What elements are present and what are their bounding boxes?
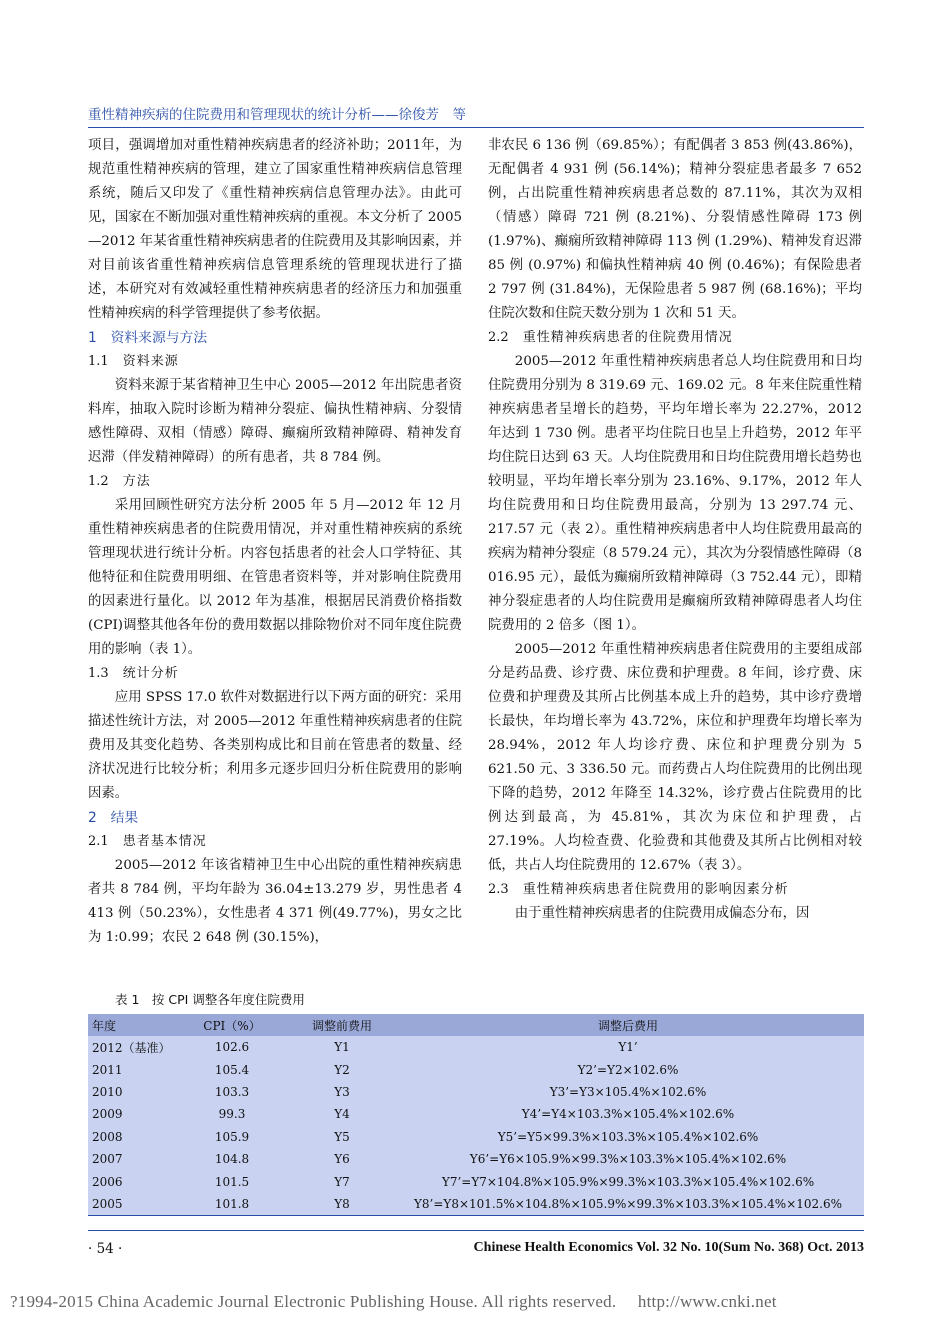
section-2-3-heading [488, 878, 862, 902]
journal-citation: Chinese Health Economics Vol. 32 No. 10(Sum No. 368) Oct. 2013 [473, 1240, 864, 1255]
section-2-heading: 2 结果 [88, 810, 139, 826]
cell-cpi: 99.3 [218, 1107, 246, 1122]
cell-before: Y3 [334, 1084, 350, 1099]
table-1-caption: 表 1 按 CPI 调整各年度住院费用 [115, 992, 305, 1007]
section-title: 资料来源 [122, 354, 179, 369]
section-2-2-paragraph-1: 2005—2012 年重性精神疾病患者总人均住院费用和日均住院费用分别为 8 319.69 元、169.02 元。8 年来住院重性精神疾病患者呈增长的趋势，平均年增长率为 22.27%，2012 年达到 1 730 例。患者平均住院日也呈上升趋势，2012 年平均住院日达到 63 天。人均住院费用和日均住院费用增长趋势也较明显，平均年增长率分别为 23.16%、9.17%，2012 年人均住院费用和日均住院费用最高，分别为 13 297.74 元、217.57 元（表 2）。重性精神疾病患者中人均住院费用最高的疾病为精神分裂症（8 579.24 元），其次为分裂情感性障碍（8 016.95 元），最低为癫痫所致精神障碍（3 752.44 元），即精神分裂症患者的人均住院费用是癫痫所致精神障碍患者人均住院费用的 2 倍多（图 1）。 [488, 354, 862, 633]
section-title: 重性精神疾病患者住院费用的影响因素分析 [522, 882, 789, 897]
column-header-after: 调整后费用 [597, 1018, 658, 1033]
column-header-before: 调整前费用 [311, 1018, 372, 1033]
section-title: 统计分析 [122, 666, 179, 681]
section-1-1-paragraph: 资料来源于某省精神卫生中心 2005—2012 年出院患者资料库，抽取入院时诊断为精神分裂症、偏执性精神病、分裂情感性障碍、双相（情感）障碍、癫痫所致精神障碍、精神发育迟滞（伴发精神障碍）的所有患者，共 8 784 例。 [88, 378, 462, 465]
cell-cpi: 101.5 [214, 1174, 250, 1189]
left-column [88, 134, 462, 950]
table-row [88, 1081, 864, 1103]
section-2-2-paragraph-2: 2005—2012 年重性精神疾病患者住院费用的主要组成部分是药品费、诊疗费、床位费和护理费。8 年间，诊疗费、床位费和护理费及其所占比例基本成上升的趋势，其中诊疗费增长最快，年均增长率为 43.72%，床位和护理费年均增长率为 28.94%，2012 年人均诊疗费、床位和护理费分别为 5 621.50 元、3 336.50 元。而药费占人均住院费用的比例出现下降的趋势，2012 年降至 14.32%，诊疗费占住院费用的比例达到最高，为 45.81%，其次为床位和护理费，占 27.19%。人均检查费、化验费和其他费及其所占比例相对较低，共占人均住院费用的 12.67%（表 3）。 [488, 642, 862, 873]
page-number: · 54 · [88, 1241, 123, 1257]
section-1-3-paragraph: 应用 SPSS 17.0 软件对数据进行以下两方面的研究：采用描述性统计方法，对 2005—2012 年重性精神疾病患者的住院费用及其变化趋势、各类别构成比和目前在管患者的数量、经济状况进行比较分析；利用多元逐步回归分析住院费用的影响因素。 [88, 690, 462, 801]
cell-after: Y6’=Y6×105.9%×99.3%×103.3%×105.4%×102.6% [469, 1152, 787, 1167]
cell-cpi: 102.6 [214, 1040, 250, 1055]
cell-after: Y8’=Y8×101.5%×104.8%×105.9%×99.3%×103.3%×105.4%×102.6% [392, 1193, 864, 1216]
cell-before: Y7 [334, 1174, 350, 1189]
column-header-cpi: CPI（%） [203, 1018, 261, 1033]
cell-year: 2009 [92, 1107, 123, 1122]
section-number: 1.3 [88, 666, 109, 681]
cell-after: Y5’=Y5×99.3%×103.3%×105.4%×102.6% [497, 1129, 759, 1144]
section-number: 2.1 [88, 834, 109, 849]
section-number: 2.3 [488, 882, 509, 897]
running-header [88, 103, 868, 123]
table-row [88, 1170, 864, 1192]
section-2-3-paragraph: 由于重性精神疾病患者的住院费用成偏态分布，因 [514, 906, 810, 921]
header-divider [88, 127, 864, 128]
section-number: 1.1 [88, 354, 109, 369]
cell-year: 2011 [92, 1062, 123, 1077]
cpi-adjustment-table [88, 1014, 864, 1216]
column-header-year: 年度 [92, 1018, 117, 1033]
cell-year: 2012（基准） [92, 1040, 171, 1055]
table-row [88, 1148, 864, 1170]
cell-before: Y2 [334, 1062, 350, 1077]
footer-divider [88, 1230, 864, 1231]
table-row [88, 1103, 864, 1125]
cell-before: Y8 [292, 1193, 392, 1216]
section-number: 1.2 [88, 474, 109, 489]
cell-year: 2007 [92, 1152, 123, 1167]
section-title: 方法 [122, 474, 151, 489]
cell-year: 2005 [88, 1193, 172, 1216]
cell-cpi: 103.3 [214, 1084, 250, 1099]
table-row [88, 1058, 864, 1080]
cell-before: Y1 [334, 1040, 350, 1055]
section-title: 患者基本情况 [122, 834, 207, 849]
cell-after: Y4’=Y4×103.3%×105.4%×102.6% [521, 1107, 735, 1122]
table-row [88, 1193, 864, 1216]
cell-year: 2010 [92, 1084, 123, 1099]
cell-cpi: 105.4 [214, 1062, 250, 1077]
table-header-row [88, 1014, 864, 1036]
cell-cpi: 104.8 [214, 1152, 250, 1167]
cell-cpi: 105.9 [214, 1129, 250, 1144]
section-1-3-heading [88, 662, 462, 686]
cell-before: Y4 [334, 1107, 350, 1122]
section-2-2-heading [488, 326, 862, 350]
intro-paragraph: 项目，强调增加对重性精神疾病患者的经济补助；2011年，为规范重性精神疾病的管理，建立了国家重性精神疾病信息管理系统，随后又印发了《重性精神疾病信息管理办法》。由此可见，国家在不断加强对重性精神疾病的重视。本文分析了 2005—2012 年某省重性精神疾病患者的住院费用及其影响因素，并对目前该省重性精神疾病信息管理系统的管理现状进行了描述，本研究对有效减轻重性精神疾病患者的经济压力和加强重性精神疾病的科学管理提供了参考依据。 [88, 138, 462, 321]
cell-after: Y1’ [618, 1040, 638, 1055]
cell-before: Y5 [334, 1129, 350, 1144]
cell-year: 2008 [92, 1129, 123, 1144]
cell-after: Y2’=Y2×102.6% [577, 1062, 679, 1077]
cell-after: Y7’=Y7×104.8%×105.9%×99.3%×103.3%×105.4%×102.6% [441, 1174, 815, 1189]
section-1-heading: 1 资料来源与方法 [88, 330, 208, 346]
section-2-1-paragraph: 2005—2012 年该省精神卫生中心出院的重性精神疾病患者共 8 784 例，平均年龄为 36.04±13.279 岁，男性患者 4 413 例（50.23%），女性患者 4 371 例(49.77%)，男女之比为 1:0.99；农民 2 648 例 (30.15%)， [88, 858, 462, 945]
section-1-2-paragraph: 采用回顾性研究方法分析 2005 年 5 月—2012 年 12 月重性精神疾病患者的住院费用情况，并对重性精神疾病的系统管理现状进行统计分析。内容包括患者的社会人口学特征、其他特征和住院费用明细、在管患者资料等，并对影响住院费用的因素进行量化。以 2012 年为基准，根据居民消费价格指数(CPI)调整其他各年份的费用数据以排除物价对不同年度住院费用的影响（表 1）。 [88, 498, 462, 657]
running-title: 重性精神疾病的住院费用和管理现状的统计分析——徐俊芳 等 [88, 107, 466, 123]
section-title: 重性精神疾病患者的住院费用情况 [522, 330, 733, 345]
section-1-2-heading [88, 470, 462, 494]
section-number: 2.2 [488, 330, 509, 345]
section-1-1-heading [88, 350, 462, 374]
right-column [488, 134, 862, 926]
cell-before: Y6 [334, 1152, 350, 1167]
cell-after: Y3’=Y3×105.4%×102.6% [549, 1084, 707, 1099]
cell-cpi: 101.8 [172, 1193, 292, 1216]
cell-year: 2006 [92, 1174, 123, 1189]
section-2-1-heading [88, 830, 462, 854]
table-row [88, 1036, 864, 1058]
table-row [88, 1126, 864, 1148]
continued-paragraph: 非农民 6 136 例（69.85%）；有配偶者 3 853 例(43.86%)，无配偶者 4 931 例 (56.14%)；精神分裂症患者最多 7 652 例，占出院重性精神疾病患者总数的 87.11%，其次为双相（情感）障碍 721 例 (8.21%)、分裂情感性障碍 173 例 (1.97%)、癫痫所致精神障碍 113 例 (1.29%)、精神发育迟滞 85 例 (0.97%) 和偏执性精神病 40 例 (0.46%)；有保险患者 2 797 例 (31.84%)，无保险患者 5 987 例 (68.16%)；平均住院次数和住院天数分别为 1 次和 51 天。 [488, 138, 862, 321]
copyright-notice: ?1994-2015 China Academic Journal Electronic Publishing House. All rights reserved. http://www.cnki.net [10, 1292, 777, 1311]
